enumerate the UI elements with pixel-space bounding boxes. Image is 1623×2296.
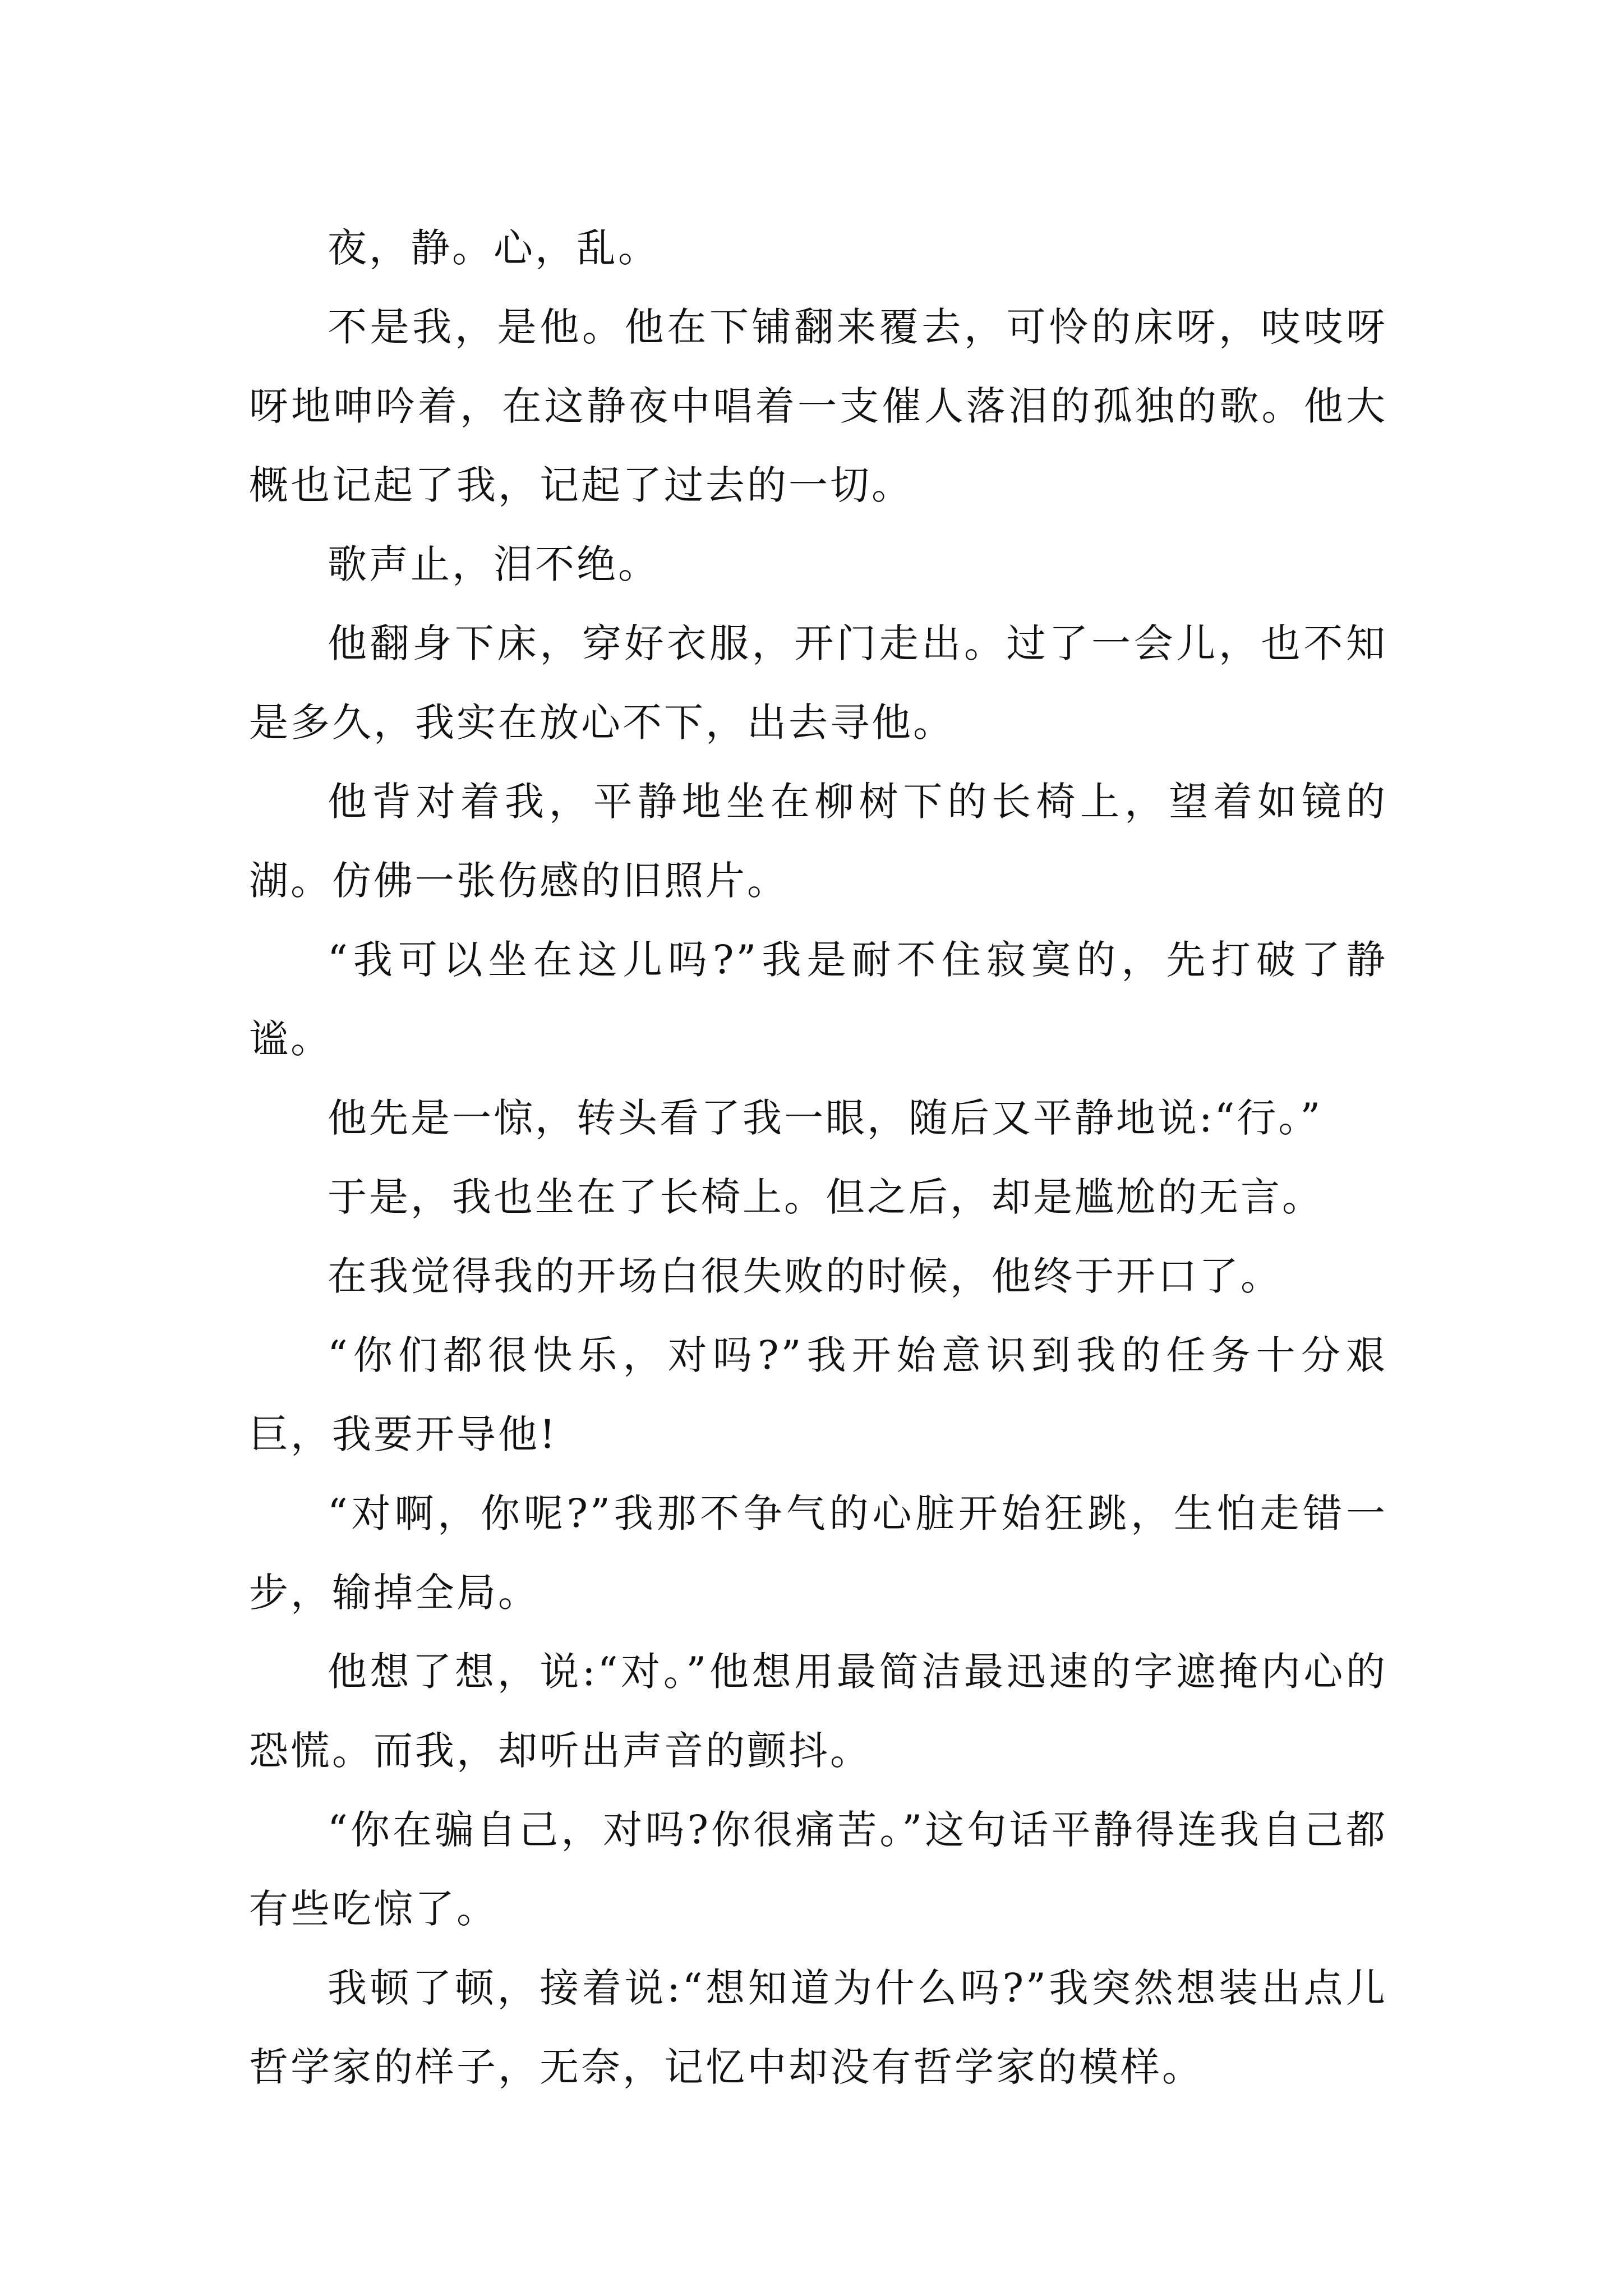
paragraph: “对啊，你呢?”我那不争气的心脏开始狂跳，生怕走错一步，输掉全局。	[249, 1490, 1387, 1616]
paragraph: “你们都很快乐，对吗?”我开始意识到我的任务十分艰巨，我要开导他!	[249, 1332, 1387, 1457]
paragraph: 不是我，是他。他在下铺翻来覆去，可怜的床呀，吱吱呀呀地呻吟着，在这静夜中唱着一支催人落泪的孤独的歌。他大概也记起了我，记起了过去的一切。	[249, 304, 1387, 508]
paragraph: 他翻身下床，穿好衣服，开门走出。过了一会儿，也不知是多久，我实在放心不下，出去寻他。	[249, 620, 1387, 746]
paragraph: 我顿了顿，接着说:“想知道为什么吗?”我突然想装出点儿哲学家的样子，无奈，记忆中却没有哲学家的模样。	[249, 1965, 1387, 2090]
paragraph: 他先是一惊，转头看了我一眼，随后又平静地说:“行。”	[328, 1095, 1323, 1141]
paragraph: 夜，静。心，乱。	[328, 225, 660, 271]
paragraph: 在我觉得我的开场白很失败的时候，他终于开口了。	[328, 1253, 1282, 1299]
document-body	[249, 209, 1387, 2107]
paragraph: “我可以坐在这儿吗?”我是耐不住寂寞的，先打破了静谧。	[249, 937, 1387, 1062]
paragraph: “你在骗自己，对吗?你很痛苦。”这句话平静得连我自己都有些吃惊了。	[249, 1807, 1387, 1932]
paragraph: 于是，我也坐在了长椅上。但之后，却是尴尬的无言。	[328, 1174, 1324, 1220]
paragraph: 他背对着我，平静地坐在柳树下的长椅上，望着如镜的湖。仿佛一张伤感的旧照片。	[249, 779, 1387, 904]
paragraph: 他想了想，说:“对。”他想用最简洁最迅速的字遮掩内心的恐慌。而我，却听出声音的颤抖。	[249, 1649, 1387, 1774]
paragraph: 歌声止，泪不绝。	[328, 541, 660, 587]
